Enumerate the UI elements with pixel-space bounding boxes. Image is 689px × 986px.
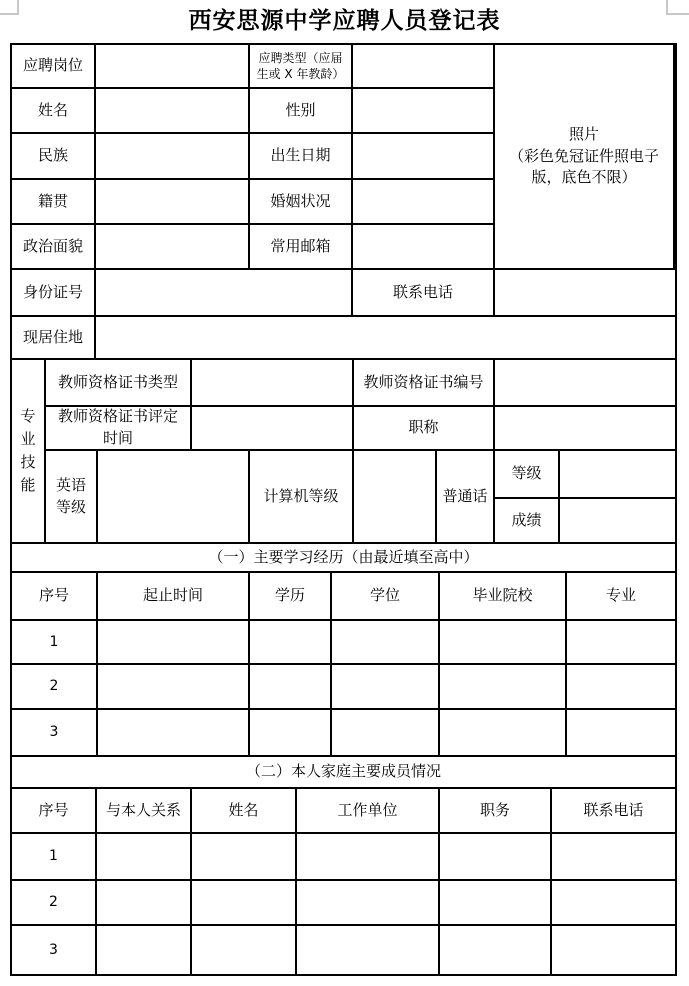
edu-row3-major-cell[interactable] [567,710,675,757]
skills-section-label: 专业技能 [12,360,46,544]
family-row3-relation-cell[interactable] [97,926,192,974]
residence-label: 现居住地 [12,317,96,360]
cert-type-value-cell[interactable] [192,360,354,407]
edu-row3-degree-level-cell[interactable] [250,710,332,757]
mandarin-label: 普通话 [437,451,495,544]
edu-header-degree-level: 学历 [250,573,332,621]
family-row1-relation-cell[interactable] [97,834,192,881]
english-level-label: 英语等级 [46,451,98,544]
family-row2-relation-cell[interactable] [97,881,192,926]
political-status-label: 政治面貌 [12,225,96,270]
edu-row1-degree-level-cell[interactable] [250,621,332,665]
family-row1-position-cell[interactable] [440,834,552,881]
form-title: 西安思源中学应聘人员登记表 [188,8,501,34]
family-row2-name-cell[interactable] [192,881,297,926]
photo-cell[interactable] [495,45,675,270]
family-row1-no: 1 [12,834,97,881]
name-value-cell[interactable] [96,89,250,134]
edu-row2-no: 2 [12,665,98,710]
edu-row1-major-cell[interactable] [567,621,675,665]
computer-level-label: 计算机等级 [250,451,354,544]
phone-label: 联系电话 [353,270,495,317]
family-section-title: （二）本人家庭主要成员情况 [12,757,675,789]
registration-table [10,43,677,976]
family-header-name: 姓名 [192,789,297,834]
political-status-value-cell[interactable] [96,225,250,270]
education-table [12,573,675,757]
native-place-label: 籍贯 [12,180,96,225]
edu-row1-no: 1 [12,621,98,665]
job-title-label: 职称 [354,407,495,451]
edu-row1-school-cell[interactable] [440,621,567,665]
family-header-relation: 与本人关系 [97,789,192,834]
edu-row3-school-cell[interactable] [440,710,567,757]
edu-row1-degree-cell[interactable] [332,621,440,665]
family-section-header [12,757,675,789]
job-position-label: 应聘岗位 [12,45,96,89]
birth-date-label: 出生日期 [250,134,353,180]
edu-header-degree: 学位 [332,573,440,621]
ethnicity-label: 民族 [12,134,96,180]
marital-status-label: 婚姻状况 [250,180,353,225]
gender-label: 性别 [250,89,353,134]
residence-value-cell[interactable] [96,317,675,360]
edu-row2-school-cell[interactable] [440,665,567,710]
photo-note: （彩色免冠证件照电子版，底色不限） [509,146,660,187]
edu-header-duration: 起止时间 [98,573,250,621]
family-row3-phone-cell[interactable] [552,926,675,974]
cert-type-label: 教师资格证书类型 [46,360,192,407]
mandarin-grade-value-cell[interactable] [560,451,675,499]
edu-header-major: 专业 [567,573,675,621]
family-row3-employer-cell[interactable] [297,926,440,974]
mandarin-score-value-cell[interactable] [560,499,675,544]
edu-header-no: 序号 [12,573,98,621]
family-row1-employer-cell[interactable] [297,834,440,881]
family-row3-no: 3 [12,926,97,974]
family-row2-no: 2 [12,881,97,926]
edu-row2-duration-cell[interactable] [98,665,250,710]
name-label: 姓名 [12,89,96,134]
apply-type-value-cell[interactable] [353,45,495,89]
family-header-position: 职务 [440,789,552,834]
edu-header-school: 毕业院校 [440,573,567,621]
english-level-value-cell[interactable] [98,451,250,544]
edu-row2-major-cell[interactable] [567,665,675,710]
cert-number-value-cell[interactable] [495,360,675,407]
id-number-label: 身份证号 [12,270,96,317]
family-table [12,789,675,974]
native-place-value-cell[interactable] [96,180,250,225]
family-row1-name-cell[interactable] [192,834,297,881]
email-label: 常用邮箱 [250,225,353,270]
family-row3-position-cell[interactable] [440,926,552,974]
family-header-phone: 联系电话 [552,789,675,834]
family-row2-phone-cell[interactable] [552,881,675,926]
education-section-header [12,544,675,573]
apply-type-label: 应聘类型（应届生或 X 年教龄） [250,45,353,89]
education-section-title: （一）主要学习经历（由最近填至高中） [12,544,675,573]
edu-row3-duration-cell[interactable] [98,710,250,757]
edu-row1-duration-cell[interactable] [98,621,250,665]
photo-title: 照片 [568,124,599,143]
edu-row3-no: 3 [12,710,98,757]
family-row2-position-cell[interactable] [440,881,552,926]
edu-row2-degree-cell[interactable] [332,665,440,710]
job-title-value-cell[interactable] [495,407,675,451]
edu-row3-degree-cell[interactable] [332,710,440,757]
email-value-cell[interactable] [353,225,495,270]
family-row3-name-cell[interactable] [192,926,297,974]
ethnicity-value-cell[interactable] [96,134,250,180]
birth-date-value-cell[interactable] [353,134,495,180]
mandarin-score-label: 成绩 [495,499,560,544]
family-header-employer: 工作单位 [297,789,440,834]
family-row1-phone-cell[interactable] [552,834,675,881]
basic-info-section [12,45,675,270]
id-number-value-cell[interactable] [96,270,353,317]
marital-status-value-cell[interactable] [353,180,495,225]
mandarin-grade-label: 等级 [495,451,560,499]
gender-value-cell[interactable] [353,89,495,134]
cert-date-label: 教师资格证书评定时间 [46,407,192,451]
contact-section [12,270,675,360]
family-row2-employer-cell[interactable] [297,881,440,926]
family-header-no: 序号 [12,789,97,834]
skills-section [12,360,675,544]
cert-number-label: 教师资格证书编号 [354,360,495,407]
edu-row2-degree-level-cell[interactable] [250,665,332,710]
cert-date-value-cell[interactable] [192,407,354,451]
computer-level-value-cell[interactable] [354,451,437,544]
job-position-value-cell[interactable] [96,45,250,89]
phone-value-cell[interactable] [495,270,675,317]
